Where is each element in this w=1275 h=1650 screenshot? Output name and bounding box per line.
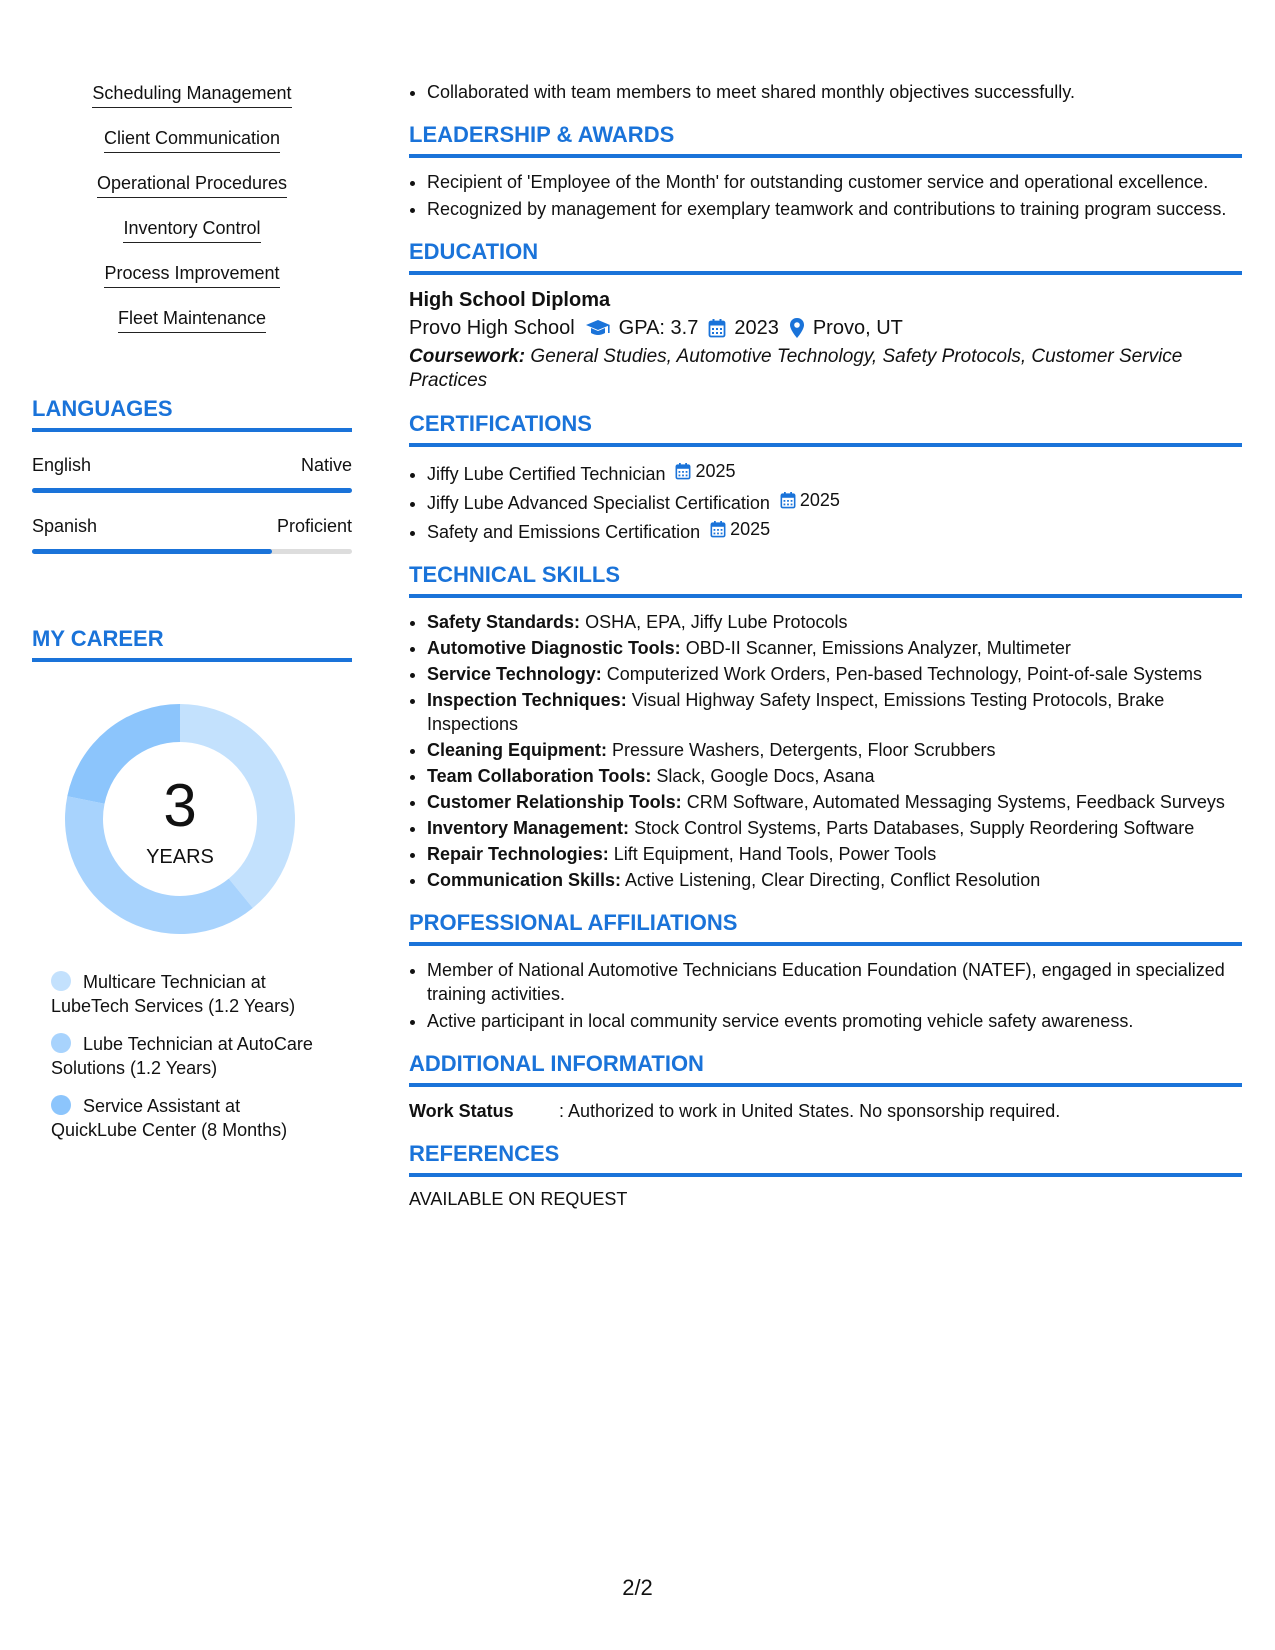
legend-dot: [51, 971, 71, 991]
legend-item: Service Assistant at QuickLube Center (8 Months): [51, 1096, 288, 1140]
left-column: [32, 82, 352, 1156]
language-spanish: [32, 515, 352, 554]
references-heading: REFERENCES: [409, 1141, 1242, 1177]
certification-year: 2025: [799, 490, 840, 510]
technical-skill-item: • Inventory Management: Stock Control Systems, Parts Databases, Supply Reordering Software: [427, 816, 1242, 840]
location-pin-icon: [789, 317, 805, 339]
leadership-item: • Recognized by management for exemplary teamwork and contributions to training program success.: [427, 197, 1242, 221]
language-english: [32, 454, 352, 493]
coursework-label: Coursework:: [409, 346, 526, 367]
career-total-unit: YEARS: [146, 846, 214, 868]
skill-item: Inventory Control: [32, 217, 352, 262]
language-level: Native: [300, 455, 352, 475]
skill-item: Scheduling Management: [32, 82, 352, 127]
language-level-bar: [32, 549, 352, 554]
certification-item: • Jiffy Lube Advanced Specialist Certification 2025: [427, 488, 1242, 515]
affiliations-list: [409, 958, 1242, 1033]
skill-item: Operational Procedures: [32, 172, 352, 217]
certification-item: • Safety and Emissions Certification 2025: [427, 517, 1242, 544]
experience-bullets: [409, 80, 1242, 104]
calendar-icon: [710, 520, 726, 538]
technical-skill-item: • Safety Standards: OSHA, EPA, Jiffy Lube Protocols: [427, 610, 1242, 634]
affiliation-item: • Member of National Automotive Technicians Education Foundation (NATEF), engaged in specialized training activities.: [427, 958, 1242, 1006]
education-gpa: GPA: 3.7: [618, 317, 699, 339]
career-total-years: 3: [163, 772, 197, 839]
technical-skill-item: • Repair Technologies: Lift Equipment, Hand Tools, Power Tools: [427, 842, 1242, 866]
leadership-list: [409, 170, 1242, 221]
legend-item: Lube Technician at AutoCare Solutions (1.2 Years): [51, 1034, 313, 1078]
education-details: [409, 313, 1242, 343]
certification-year: 2025: [695, 461, 736, 481]
education-heading: EDUCATION: [409, 239, 1242, 275]
work-status-row: [409, 1099, 1242, 1123]
right-column: [409, 80, 1242, 1210]
legend-dot: [51, 1095, 71, 1115]
additional-info-heading: ADDITIONAL INFORMATION: [409, 1051, 1242, 1087]
legend-item: Multicare Technician at LubeTech Services (1.2 Years): [51, 972, 296, 1016]
language-name: English: [32, 455, 92, 475]
leadership-heading: LEADERSHIP & AWARDS: [409, 122, 1242, 158]
language-level-fill: [32, 488, 352, 493]
education-year: 2023: [734, 317, 779, 339]
technical-skills-list: [409, 610, 1242, 892]
languages-heading: LANGUAGES: [32, 396, 352, 432]
certifications-list: [409, 459, 1242, 544]
language-level-bar: [32, 488, 352, 493]
certification-item: • Jiffy Lube Certified Technician 2025: [427, 459, 1242, 486]
work-status-value: : Authorized to work in United States. No sponsorship required.: [559, 1101, 1061, 1121]
technical-skill-item: • Inspection Techniques: Visual Highway Safety Inspect, Emissions Testing Protocols, Brake Inspections: [427, 688, 1242, 736]
technical-skill-item: • Service Technology: Computerized Work Orders, Pen-based Technology, Point-of-sale Systems: [427, 662, 1242, 686]
page-indicator: 2/2: [622, 1575, 653, 1600]
language-level: Proficient: [276, 516, 352, 536]
calendar-icon: [708, 318, 726, 338]
legend-dot: [51, 1033, 71, 1053]
certification-year: 2025: [730, 519, 771, 539]
technical-skill-item: • Cleaning Equipment: Pressure Washers, Detergents, Floor Scrubbers: [427, 738, 1242, 762]
career-heading: MY CAREER: [32, 626, 352, 662]
technical-skill-item: • Team Collaboration Tools: Slack, Google Docs, Asana: [427, 764, 1242, 788]
education-location: Provo, UT: [812, 317, 903, 339]
career-donut-chart: [65, 704, 295, 934]
language-level-fill: [32, 549, 272, 554]
skill-item: Fleet Maintenance: [32, 307, 352, 352]
affiliation-item: • Active participant in local community service events promoting vehicle safety awareness.: [427, 1009, 1242, 1033]
graduation-cap-icon: [585, 318, 611, 338]
coursework-text: General Studies, Automotive Technology, Safety Protocols, Customer Service Practices: [409, 346, 1183, 391]
references-text: AVAILABLE ON REQUEST: [409, 1189, 628, 1209]
technical-skills-heading: TECHNICAL SKILLS: [409, 562, 1242, 598]
experience-bullet: • Collaborated with team members to meet shared monthly objectives successfully.: [427, 80, 1242, 104]
skills-list: [32, 82, 352, 352]
calendar-icon: [675, 462, 691, 480]
certifications-heading: CERTIFICATIONS: [409, 411, 1242, 447]
technical-skill-item: • Communication Skills: Active Listening, Clear Directing, Conflict Resolution: [427, 868, 1242, 892]
technical-skill-item: • Automotive Diagnostic Tools: OBD-II Scanner, Emissions Analyzer, Multimeter: [427, 636, 1242, 660]
skill-item: Process Improvement: [32, 262, 352, 307]
calendar-icon: [780, 491, 796, 509]
career-legend: [51, 970, 331, 1142]
education-degree: High School Diploma: [409, 289, 611, 311]
work-status-label: Work Status: [409, 1101, 514, 1121]
technical-skill-item: • Customer Relationship Tools: CRM Software, Automated Messaging Systems, Feedback Surveys: [427, 790, 1242, 814]
education-coursework: [409, 345, 1242, 393]
language-name: Spanish: [32, 516, 98, 536]
education-school: Provo High School: [409, 317, 575, 339]
skill-item: Client Communication: [32, 127, 352, 172]
leadership-item: • Recipient of 'Employee of the Month' for outstanding customer service and operational excellence.: [427, 170, 1242, 194]
affiliations-heading: PROFESSIONAL AFFILIATIONS: [409, 910, 1242, 946]
